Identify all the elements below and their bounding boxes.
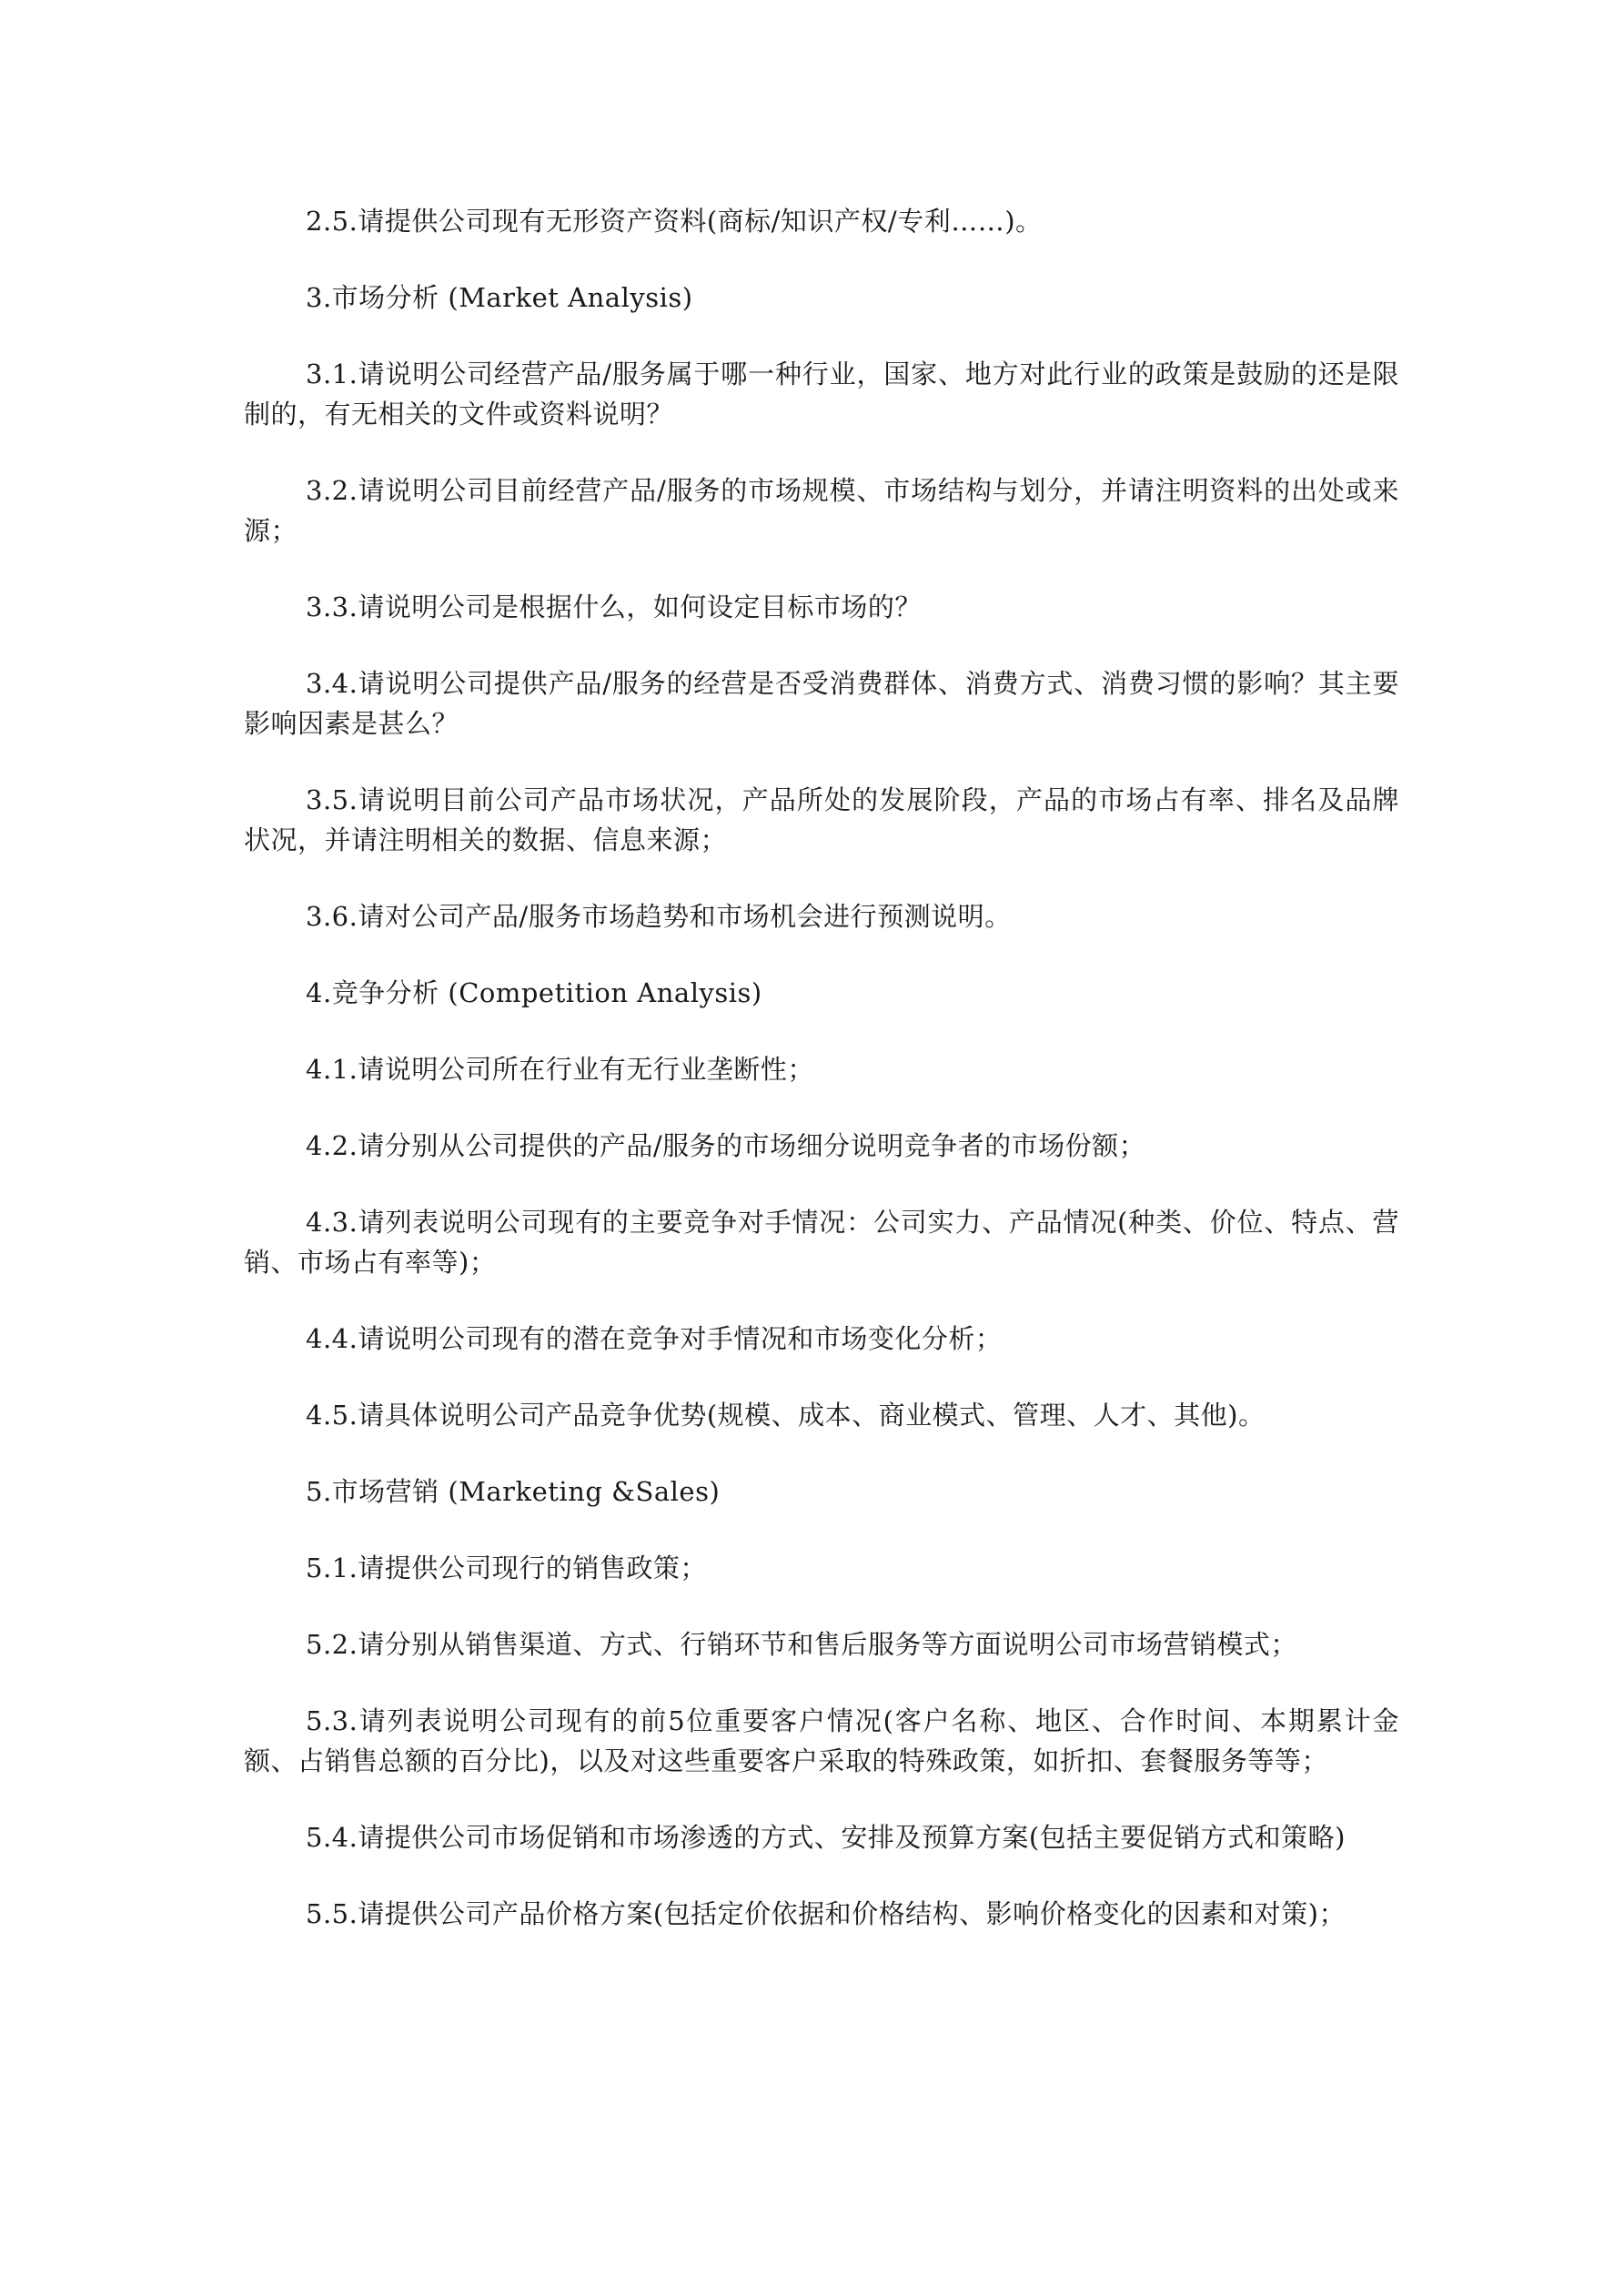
paragraph-3-3: 3.3.请说明公司是根据什么，如何设定目标市场的？ bbox=[306, 592, 922, 622]
paragraph-5-2: 5.2.请分别从销售渠道、方式、行销环节和售后服务等方面说明公司市场营销模式； bbox=[306, 1629, 1297, 1660]
paragraph-4-4: 4.4.请说明公司现有的潜在竞争对手情况和市场变化分析； bbox=[306, 1323, 1003, 1354]
heading-market-analysis: 3.市场分析 (Market Analysis) bbox=[306, 282, 693, 313]
paragraph-5-3: 5.3.请列表说明公司现有的前5位重要客户情况(客户名称、地区、合作时间、本期累计金额、占销售总额的百分比)，以及对这些重要客户采取的特殊政策，如折扣、套餐服务等等； bbox=[244, 1705, 1399, 1776]
paragraph-4-3: 4.3.请列表说明公司现有的主要竞争对手情况：公司实力、产品情况(种类、价位、特点、营销、市场占有率等)； bbox=[244, 1207, 1399, 1278]
paragraph-5-5: 5.5.请提供公司产品价格方案(包括定价依据和价格结构、影响价格变化的因素和对策)； bbox=[306, 1898, 1346, 1929]
paragraph-5-1: 5.1.请提供公司现行的销售政策； bbox=[306, 1553, 707, 1583]
paragraph-3-4: 3.4.请说明公司提供产品/服务的经营是否受消费群体、消费方式、消费习惯的影响？其主要影响因素是甚么？ bbox=[244, 668, 1399, 739]
paragraph-4-1: 4.1.请说明公司所在行业有无行业垄断性； bbox=[306, 1054, 814, 1085]
paragraph-3-6: 3.6.请对公司产品/服务市场趋势和市场机会进行预测说明。 bbox=[306, 901, 1012, 932]
paragraph-5-4: 5.4.请提供公司市场促销和市场渗透的方式、安排及预算方案(包括主要促销方式和策略) bbox=[306, 1822, 1346, 1853]
paragraph-3-5: 3.5.请说明目前公司产品市场状况，产品所处的发展阶段，产品的市场占有率、排名及品牌状况，并请注明相关的数据、信息来源； bbox=[244, 784, 1399, 855]
paragraph-3-2: 3.2.请说明公司目前经营产品/服务的市场规模、市场结构与划分，并请注明资料的出处或来源； bbox=[244, 475, 1399, 546]
paragraph-4-5: 4.5.请具体说明公司产品竞争优势(规模、成本、商业模式、管理、人才、其他)。 bbox=[306, 1400, 1266, 1431]
document-body bbox=[244, 201, 1399, 1970]
paragraph-2-5: 2.5.请提供公司现有无形资产资料(商标/知识产权/专利……)。 bbox=[306, 206, 1043, 237]
heading-competition-analysis: 4.竞争分析 (Competition Analysis) bbox=[306, 977, 762, 1008]
paragraph-4-2: 4.2.请分别从公司提供的产品/服务的市场细分说明竞争者的市场份额； bbox=[306, 1130, 1146, 1161]
paragraph-3-1: 3.1.请说明公司经营产品/服务属于哪一种行业，国家、地方对此行业的政策是鼓励的还是限制的，有无相关的文件或资料说明？ bbox=[244, 359, 1399, 430]
heading-marketing-sales: 5.市场营销 (Marketing &Sales) bbox=[306, 1476, 721, 1507]
